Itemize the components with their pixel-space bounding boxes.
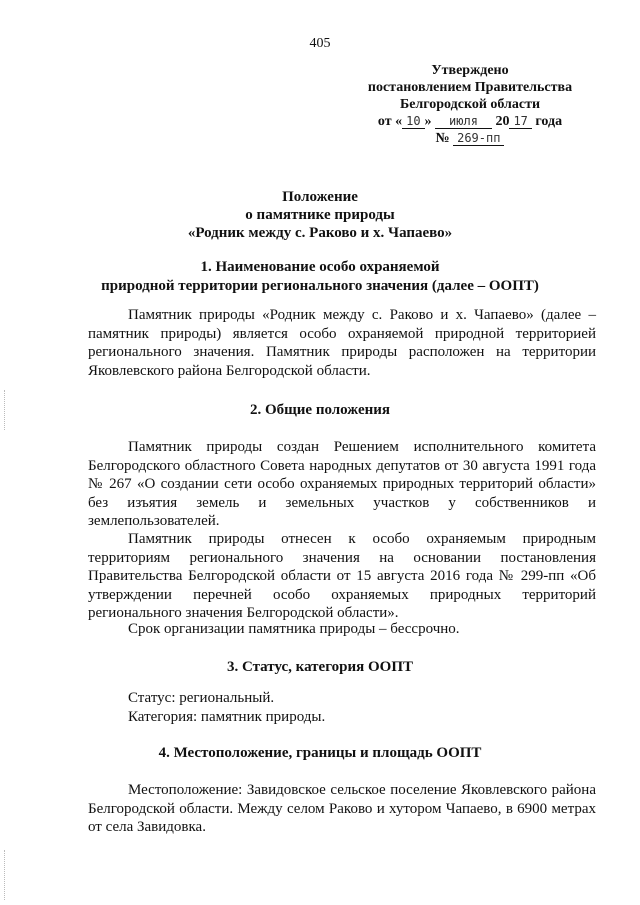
section-2-paragraph-2: Памятник природы отнесен к особо охраняемым природным территориям регионального значения на основании постановления Правительства Белгородской области от 15 августа 2016 года № 299-пп «Об утверждении перечней особо охраняемых природных территорий регионального значения Белгородской области». [88,531,596,621]
approval-number-line [340,130,600,147]
section-2-heading: 2. Общие положения [249,402,391,418]
date-year-word: года [535,114,563,129]
page-number: 405 [309,36,331,51]
section-4-paragraph: Местоположение: Завидовское сельское поселение Яковлевского района Белгородской области. Между селом Раково и хутором Чапаево, в 6900 метрах от села Завидовка. [88,782,596,835]
date-day: 10 [402,114,424,129]
number-prefix: № [435,131,450,146]
approval-line-1: Утверждено [431,63,509,78]
approval-date-line [340,113,600,130]
section-2-paragraph-3: Срок организации памятника природы – бессрочно. [128,621,460,637]
approval-line-2: постановлением Правительства [367,80,573,95]
approval-line-3: Белгородской области [399,97,541,112]
date-prefix: от « [377,114,403,129]
title-line-1: Положение [282,189,358,205]
section-2-paragraph-1: Памятник природы создан Решением исполнительного комитета Белгородского областного Совета народных депутатов от 30 августа 1991 года № 267 «О создании сети особо охраняемых природных территорий области» без изъятия земель и земельных участков у собственников и землепользователей. [88,439,596,529]
section-3-status: Статус: региональный. [128,690,275,706]
section-4-heading: 4. Местоположение, границы и площадь ООПТ [158,745,482,761]
section-3-heading: 3. Статус, категория ООПТ [226,659,413,675]
section-3-category: Категория: памятник природы. [128,709,326,725]
date-year-prefix: 20 [495,114,510,129]
date-month: июля [435,114,492,129]
approval-number: 269-пп [453,131,504,146]
scan-edge-mark [4,850,6,900]
section-1-paragraph: Памятник природы «Родник между с. Раково и х. Чапаево» (далее – памятник природы) является особо охраняемой природной территорией регионального значения. Памятник природы расположен на территории Яковлевского района Белгородской области. [88,307,596,379]
document-title [0,188,640,242]
section-1-heading [0,258,640,296]
scan-edge-mark [4,390,6,430]
title-line-2: о памятнике природы [245,207,395,223]
section-1-heading-line-2: природной территории регионального значения (далее – ООПТ) [101,278,539,294]
date-year-suffix: 17 [509,114,531,129]
date-mid: » [424,114,432,129]
approval-block [340,62,600,147]
section-1-heading-line-1: 1. Наименование особо охраняемой [200,259,440,275]
title-line-3: «Родник между с. Раково и х. Чапаево» [187,225,453,241]
